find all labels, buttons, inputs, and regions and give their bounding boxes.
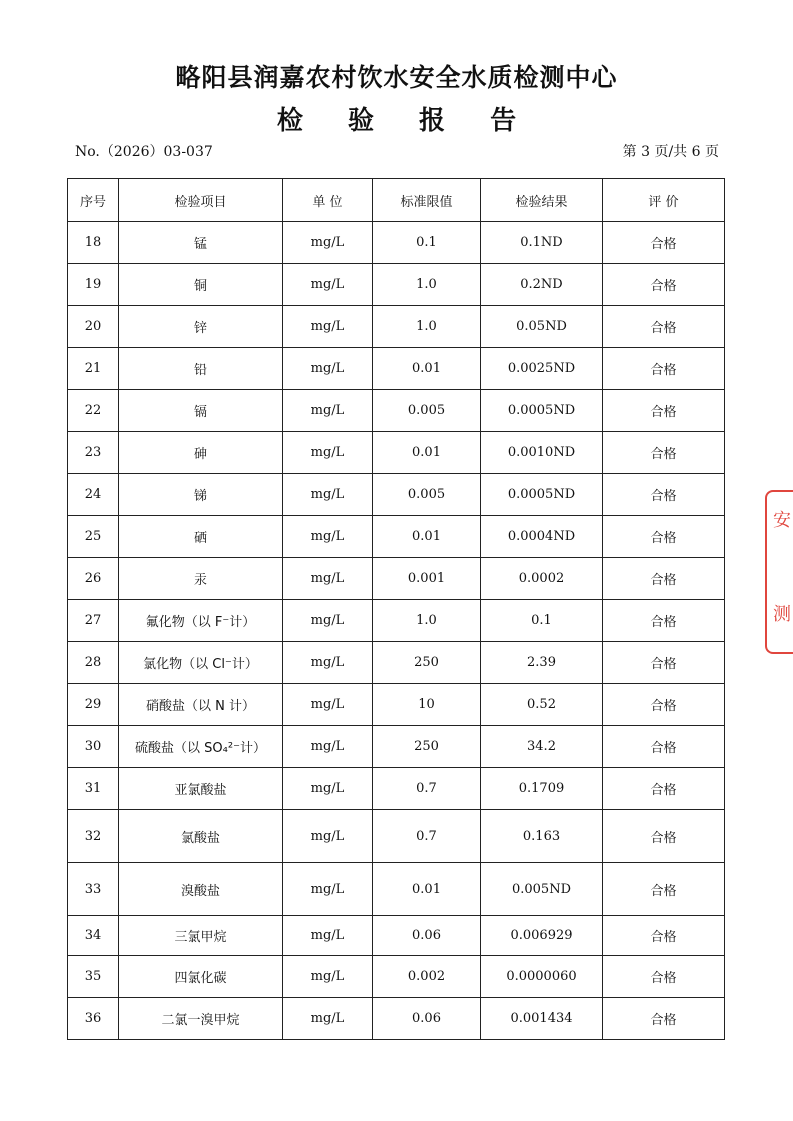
table-body: [68, 222, 725, 1040]
row-unit: mg/L: [283, 863, 373, 916]
row-no: 19: [68, 264, 119, 306]
row-item: 锌: [119, 306, 283, 348]
row-eval: 合格: [603, 642, 725, 684]
red-seal-stamp: [765, 490, 793, 654]
row-item: 三氯甲烷: [119, 916, 283, 956]
row-no: 34: [68, 916, 119, 956]
table-row: [68, 916, 725, 956]
row-result: 0.006929: [481, 916, 603, 956]
table-row: [68, 222, 725, 264]
row-eval: 合格: [603, 348, 725, 390]
row-unit: mg/L: [283, 642, 373, 684]
row-no: 20: [68, 306, 119, 348]
row-limit: 0.005: [373, 474, 481, 516]
table-row: [68, 810, 725, 863]
table-row: [68, 600, 725, 642]
page-indicator: 第 3 页/共 6 页: [622, 144, 719, 160]
row-item: 锑: [119, 474, 283, 516]
row-no: 18: [68, 222, 119, 264]
row-eval: 合格: [603, 956, 725, 998]
row-eval: 合格: [603, 768, 725, 810]
row-item: 砷: [119, 432, 283, 474]
row-no: 25: [68, 516, 119, 558]
row-item: 二氯一溴甲烷: [119, 998, 283, 1040]
row-result: 0.0002: [481, 558, 603, 600]
row-eval: 合格: [603, 684, 725, 726]
row-item: 汞: [119, 558, 283, 600]
row-eval: 合格: [603, 474, 725, 516]
row-unit: mg/L: [283, 264, 373, 306]
row-no: 35: [68, 956, 119, 998]
row-limit: 1.0: [373, 600, 481, 642]
table-row: [68, 863, 725, 916]
row-result: 34.2: [481, 726, 603, 768]
row-limit: 0.06: [373, 998, 481, 1040]
row-unit: mg/L: [283, 998, 373, 1040]
row-result: 0.0000060: [481, 956, 603, 998]
row-limit: 0.7: [373, 768, 481, 810]
row-no: 33: [68, 863, 119, 916]
row-result: 0.0005ND: [481, 474, 603, 516]
table-header-row: [68, 179, 725, 222]
row-result: 0.0025ND: [481, 348, 603, 390]
row-no: 36: [68, 998, 119, 1040]
row-limit: 0.005: [373, 390, 481, 432]
row-limit: 10: [373, 684, 481, 726]
org-title: 略阳县润嘉农村饮水安全水质检测中心: [175, 63, 618, 92]
row-eval: 合格: [603, 600, 725, 642]
table-row: [68, 684, 725, 726]
row-no: 32: [68, 810, 119, 863]
row-result: 0.0005ND: [481, 390, 603, 432]
row-result: 2.39: [481, 642, 603, 684]
row-unit: mg/L: [283, 684, 373, 726]
row-unit: mg/L: [283, 348, 373, 390]
row-unit: mg/L: [283, 810, 373, 863]
row-eval: 合格: [603, 390, 725, 432]
header-eval: 评 价: [603, 179, 725, 222]
header-no: 序号: [68, 179, 119, 222]
table-row: [68, 306, 725, 348]
row-limit: 1.0: [373, 264, 481, 306]
row-item: 氯酸盐: [119, 810, 283, 863]
row-unit: mg/L: [283, 474, 373, 516]
row-unit: mg/L: [283, 956, 373, 998]
row-limit: 0.001: [373, 558, 481, 600]
table-row: [68, 264, 725, 306]
row-eval: 合格: [603, 516, 725, 558]
row-result: 0.52: [481, 684, 603, 726]
row-result: 0.001434: [481, 998, 603, 1040]
row-item: 镉: [119, 390, 283, 432]
row-item: 硫酸盐（以 SO₄²⁻计）: [119, 726, 283, 768]
row-unit: mg/L: [283, 306, 373, 348]
table-row: [68, 474, 725, 516]
results-table: [67, 178, 725, 1040]
row-unit: mg/L: [283, 222, 373, 264]
table-row: [68, 558, 725, 600]
row-unit: mg/L: [283, 558, 373, 600]
row-result: 0.1709: [481, 768, 603, 810]
row-result: 0.1ND: [481, 222, 603, 264]
row-no: 28: [68, 642, 119, 684]
row-item: 铅: [119, 348, 283, 390]
row-limit: 0.7: [373, 810, 481, 863]
header-result: 检验结果: [481, 179, 603, 222]
row-result: 0.0004ND: [481, 516, 603, 558]
row-no: 21: [68, 348, 119, 390]
table-row: [68, 516, 725, 558]
row-result: 0.0010ND: [481, 432, 603, 474]
row-item: 氯化物（以 Cl⁻计）: [119, 642, 283, 684]
table-row: [68, 348, 725, 390]
row-item: 溴酸盐: [119, 863, 283, 916]
table-row: [68, 956, 725, 998]
row-no: 29: [68, 684, 119, 726]
row-limit: 0.01: [373, 348, 481, 390]
row-limit: 250: [373, 642, 481, 684]
table-row: [68, 642, 725, 684]
row-unit: mg/L: [283, 916, 373, 956]
row-item: 氟化物（以 F⁻计）: [119, 600, 283, 642]
row-limit: 0.06: [373, 916, 481, 956]
table-row: [68, 432, 725, 474]
row-eval: 合格: [603, 998, 725, 1040]
row-item: 四氯化碳: [119, 956, 283, 998]
row-result: 0.163: [481, 810, 603, 863]
row-limit: 1.0: [373, 306, 481, 348]
row-no: 23: [68, 432, 119, 474]
row-unit: mg/L: [283, 432, 373, 474]
row-eval: 合格: [603, 810, 725, 863]
table-row: [68, 998, 725, 1040]
table-row: [68, 726, 725, 768]
row-result: 0.2ND: [481, 264, 603, 306]
table-row: [68, 768, 725, 810]
row-limit: 0.1: [373, 222, 481, 264]
header-limit: 标准限值: [373, 179, 481, 222]
row-result: 0.05ND: [481, 306, 603, 348]
row-unit: mg/L: [283, 768, 373, 810]
row-no: 27: [68, 600, 119, 642]
row-no: 22: [68, 390, 119, 432]
row-unit: mg/L: [283, 600, 373, 642]
row-eval: 合格: [603, 264, 725, 306]
header-item: 检验项目: [119, 179, 283, 222]
row-eval: 合格: [603, 306, 725, 348]
row-no: 30: [68, 726, 119, 768]
row-limit: 250: [373, 726, 481, 768]
row-no: 31: [68, 768, 119, 810]
stamp-char: 测: [773, 604, 791, 625]
header-unit: 单 位: [283, 179, 373, 222]
report-number: No.（2026）03-037: [75, 144, 213, 160]
row-no: 26: [68, 558, 119, 600]
stamp-char: 安: [773, 510, 791, 531]
row-item: 铜: [119, 264, 283, 306]
row-eval: 合格: [603, 726, 725, 768]
row-eval: 合格: [603, 432, 725, 474]
row-eval: 合格: [603, 916, 725, 956]
row-no: 24: [68, 474, 119, 516]
row-unit: mg/L: [283, 390, 373, 432]
row-eval: 合格: [603, 863, 725, 916]
row-result: 0.1: [481, 600, 603, 642]
row-item: 硝酸盐（以 N 计）: [119, 684, 283, 726]
row-item: 硒: [119, 516, 283, 558]
row-limit: 0.01: [373, 516, 481, 558]
row-item: 锰: [119, 222, 283, 264]
row-unit: mg/L: [283, 726, 373, 768]
row-limit: 0.01: [373, 432, 481, 474]
row-result: 0.005ND: [481, 863, 603, 916]
row-eval: 合格: [603, 558, 725, 600]
row-item: 亚氯酸盐: [119, 768, 283, 810]
row-eval: 合格: [603, 222, 725, 264]
row-limit: 0.01: [373, 863, 481, 916]
row-unit: mg/L: [283, 516, 373, 558]
table-row: [68, 390, 725, 432]
report-title: 检 验 报 告: [276, 106, 535, 136]
row-limit: 0.002: [373, 956, 481, 998]
